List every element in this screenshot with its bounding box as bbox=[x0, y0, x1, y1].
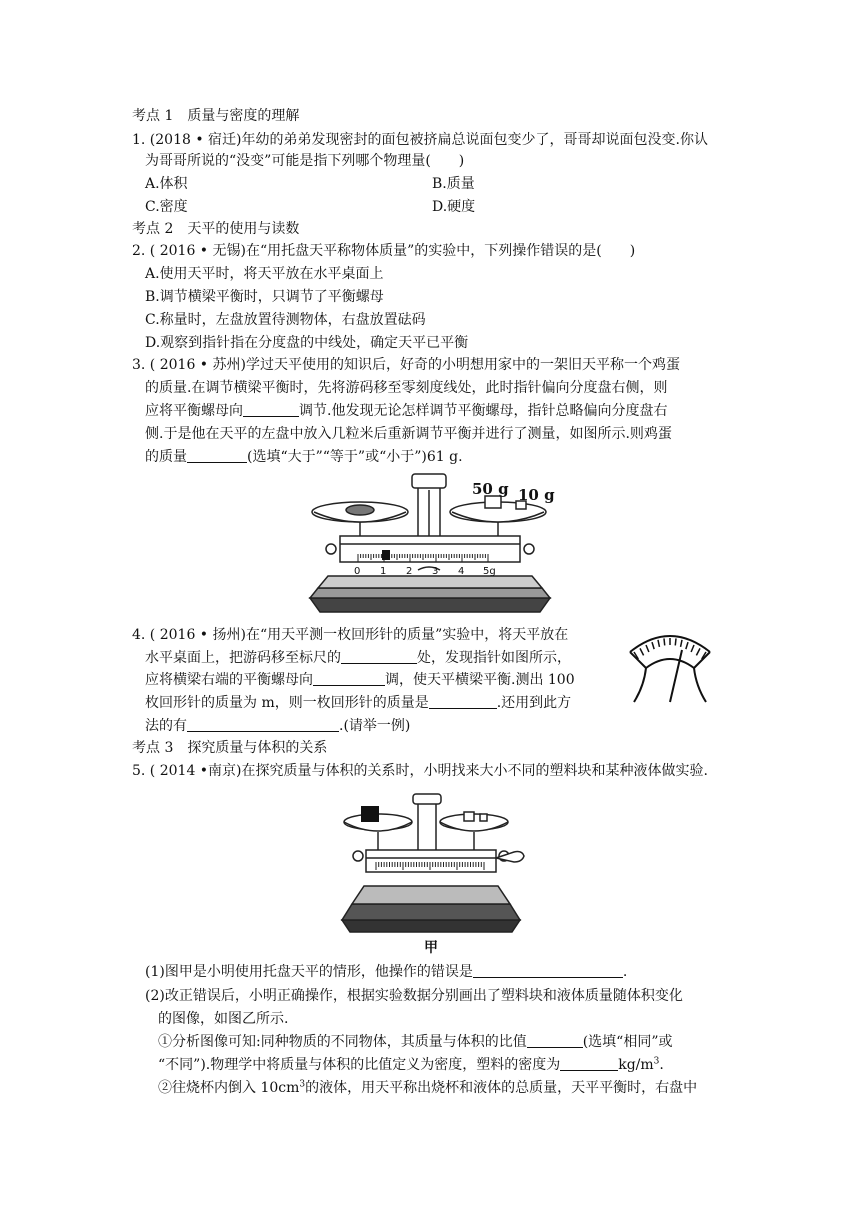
weight-label-10g: 10 g bbox=[518, 486, 555, 504]
q3-line-5: 的质量 (选填“大于”“等于”或“小于”)61 g. bbox=[145, 449, 463, 465]
q2-option-b: B.调节横梁平衡时，只调节了平衡螺母 bbox=[145, 289, 384, 305]
q5-line-1: 5. ( 2014 •南京)在探究质量与体积的关系时，小明找来大小不同的塑料块和某种液体做实验. bbox=[132, 763, 708, 779]
q4-pointer-dial-figure bbox=[624, 624, 716, 706]
q3-line-1: 3. ( 2016 • 苏州)学过天平使用的知识后，好奇的小明想用家中的一架旧天平称一个鸡蛋 bbox=[132, 357, 680, 373]
scale-tick-label: 1 bbox=[380, 566, 387, 577]
q1-option-c: C.密度 bbox=[145, 199, 188, 215]
q4-line-4: 枚回形针的质量为 m，则一枚回形针的质量是 .还用到此方 bbox=[145, 695, 572, 711]
q4-blank-2[interactable] bbox=[313, 671, 385, 686]
plastic-block bbox=[361, 806, 379, 822]
q2-option-a: A.使用天平时，将天平放在水平桌面上 bbox=[145, 266, 384, 282]
q4-blank-1[interactable] bbox=[341, 649, 417, 664]
q1-option-b: B.质量 bbox=[432, 176, 475, 192]
dial-pointer bbox=[670, 650, 682, 702]
q3-line-4: 侧.于是他在天平的左盘中放入几粒米后重新调节平衡并进行了测量，如图所示.则鸡蛋 bbox=[145, 426, 672, 442]
q5-part-2-line-5: ②往烧杯内倒入 $10cm^3$的液体，用天平称出烧杯和液体的总质量，天平平衡时，右盘中 bbox=[158, 1079, 698, 1096]
dial-tick bbox=[675, 638, 676, 645]
q1-option-a: A.体积 bbox=[145, 176, 188, 192]
dial-tick bbox=[664, 638, 665, 645]
section-2-title: 考点 2 天平的使用与读数 bbox=[132, 221, 300, 237]
dial-tick bbox=[691, 645, 694, 652]
rider-weight bbox=[382, 550, 390, 560]
q3-line-2: 的质量.在调节横梁平衡时，先将游码移至零刻度线处，此时指针偏向分度盘右侧，则 bbox=[145, 380, 668, 396]
scale-tick-label: 3 bbox=[432, 566, 439, 577]
dial-tick bbox=[681, 640, 682, 647]
q3-balance-figure bbox=[300, 470, 560, 616]
q3-blank-2[interactable] bbox=[187, 448, 247, 463]
q5-part-1: (1)图甲是小明使用托盘天平的情形，他操作的错误是 . bbox=[145, 964, 628, 980]
q4-line-3: 应将横梁右端的平衡螺母向 调，使天平横梁平衡.测出 100 bbox=[145, 672, 575, 688]
scale-tick-label: 0 bbox=[354, 566, 361, 577]
q5-part-2-line-4: “不同”).物理学中将质量与体积的比值定义为密度，塑料的密度为 $kg/m^3$. bbox=[158, 1056, 664, 1073]
q5-blank-2[interactable] bbox=[527, 1033, 583, 1048]
q4-blank-4[interactable] bbox=[187, 717, 339, 732]
q4-line-1: 4. ( 2016 • 扬州)在“用天平测一枚回形针的质量”实验中，将天平放在 bbox=[132, 627, 569, 643]
q5-part-2-line-1: (2)改正错误后，小明正确操作，根据实验数据分别画出了塑料块和液体质量随体积变化 bbox=[145, 988, 683, 1004]
q1-line-1: 1. (2018 • 宿迁)年幼的弟弟发现密封的面包被挤扁总说面包变少了，哥哥却说面包没变.你认 bbox=[132, 132, 708, 148]
dial-tick bbox=[696, 648, 700, 655]
figure-caption-jia: 甲 bbox=[424, 940, 438, 954]
scale-tick-label: 4 bbox=[458, 566, 465, 577]
section-3-title: 考点 3 探究质量与体积的关系 bbox=[132, 740, 328, 756]
q4-blank-3[interactable] bbox=[429, 694, 497, 709]
q5-part-2-line-2: 的图像，如图乙所示. bbox=[158, 1011, 289, 1027]
dial-tick bbox=[652, 642, 654, 649]
q2-option-c: C.称量时，左盘放置待测物体，右盘放置砝码 bbox=[145, 312, 426, 328]
q4-line-5: 法的有 .(请举一例) bbox=[145, 718, 411, 734]
dial-tick bbox=[658, 640, 659, 647]
weight-label-50g: 50 g bbox=[472, 480, 509, 498]
q5-blank-3[interactable] bbox=[560, 1056, 618, 1071]
q5-balance-figure bbox=[336, 792, 526, 954]
dial-tick bbox=[646, 645, 649, 652]
q4-line-2: 水平桌面上，把游码移至标尺的 处，发现指针如图所示， bbox=[145, 650, 571, 666]
q1-option-d: D.硬度 bbox=[432, 199, 476, 215]
q1-line-2: 为哥哥所说的“没变”可能是指下列哪个物理量( ) bbox=[145, 153, 465, 169]
scale-tick-label: 2 bbox=[406, 566, 413, 577]
q3-line-3: 应将平衡螺母向 调节.他发现无论怎样调节平衡螺母，指针总略偏向分度盘右 bbox=[145, 403, 668, 419]
section-1-title: 考点 1 质量与密度的理解 bbox=[132, 108, 300, 124]
q5-part-2-line-3: ①分析图像可知:同种物质的不同物体，其质量与体积的比值 (选填“相同”或 bbox=[158, 1034, 673, 1050]
q2-option-d: D.观察到指针指在分度盘的中线处，确定天平已平衡 bbox=[145, 335, 469, 351]
q2-line-1: 2. ( 2016 • 无锡)在“用托盘天平称物体质量”的实验中，下列操作错误的是( ) bbox=[132, 243, 636, 259]
dial-tick bbox=[686, 642, 688, 649]
dial-tick bbox=[640, 648, 644, 655]
q3-blank-1[interactable] bbox=[243, 402, 299, 417]
q5-blank-1[interactable] bbox=[473, 963, 623, 978]
scale-tick-label: 5g bbox=[483, 566, 496, 577]
